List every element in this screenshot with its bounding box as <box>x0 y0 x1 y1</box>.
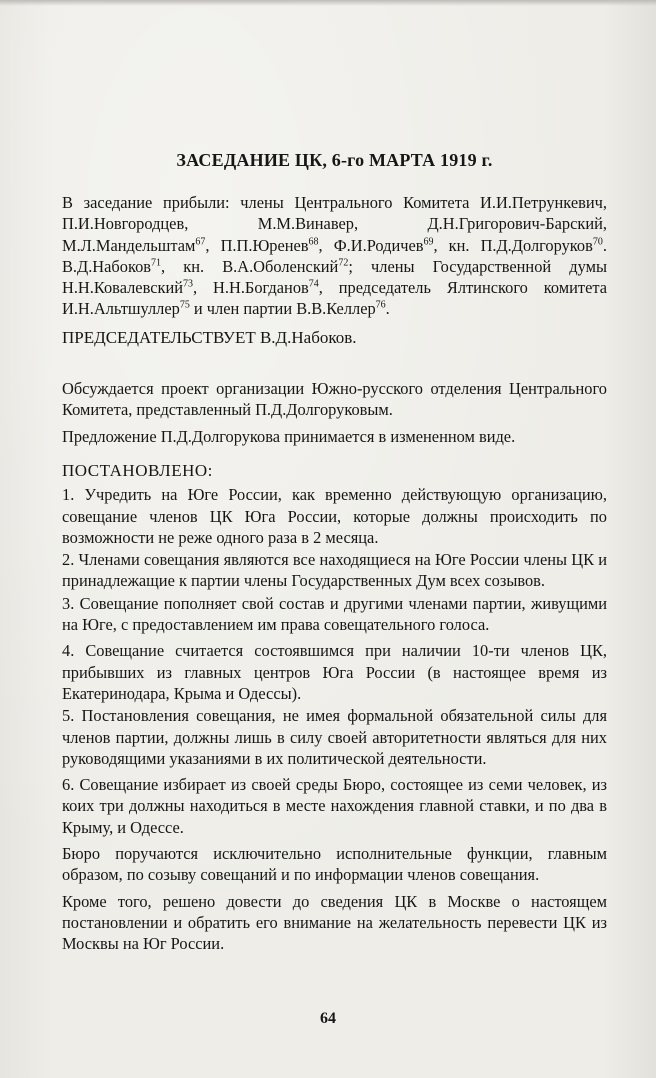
attendance-text: , Ф.И.Родичев <box>318 235 424 255</box>
attendance-text: . <box>385 299 390 319</box>
attendance-text: , П.П.Юренев <box>205 235 309 255</box>
footnote-ref: 76 <box>375 300 386 312</box>
footnote-ref: 74 <box>308 278 319 290</box>
attendance-text: В заседание прибыли: члены Центрального Комитета И.И.Петрункевич, П.И.Новгородцев, М.М.Винавер, Д.Н.Григорович-Барский, М.Л.Мандельштам <box>62 193 607 255</box>
discussion-paragraph: Обсуждается проект организации Южно-русского отделения Центрального Комитета, представленный П.Д.Долгоруковым. <box>62 379 607 420</box>
bureau-paragraph: Бюро поручаются исключительно исполнительные функции, главным образом, по созыву совещаний и по информации членов совещания. <box>62 844 607 885</box>
attendance-text: . В.Д.Набоков <box>62 235 607 276</box>
footnote-ref: 71 <box>151 257 162 269</box>
resolution-item: 3. Совещание пополняет свой состав и другими членами партии, живущими на Юге, с предоставлением им права совещательного голоса. <box>62 593 607 635</box>
attendance-text: и член партии В.В.Келлер <box>189 299 376 319</box>
resolution-item: 4. Совещание считается состоявшимся при наличии 10-ти членов ЦК, прибывших из главных центров Юга России (в настоящее время из Екатеринодара, Крыма и Одессы). <box>62 641 607 703</box>
page-edge-shadow <box>0 0 656 6</box>
page-title: ЗАСЕДАНИЕ ЦК, 6-го МАРТА 1919 г. <box>176 150 493 170</box>
closing-paragraph: Кроме того, решено довести до сведения ЦК в Москве о настоящем постановлении и обратить его внимание на желательность перевести ЦК из Москвы на Юг России. <box>62 891 607 954</box>
resolution-item: 6. Совещание избирает из своей среды Бюро, состоящее из семи человек, из коих три должны находиться в месте нахождения главной ставки, и по два в Крыму, и Одессе. <box>62 775 607 837</box>
attendance-text: , кн. П.Д.Долгоруков <box>433 235 593 255</box>
attendance-text: , председатель Ялтинского комитета И.Н.Альтшуллер <box>62 278 607 319</box>
attendance-text: ; члены Государственной думы Н.Н.Ковалевский <box>62 256 607 298</box>
resolution-item: 2. Членами совещания являются все находящиеся на Юге России члены ЦК и принадлежащие к партии члены Государственных Дум всех созывов. <box>62 550 607 591</box>
resolution-item: 1. Учредить на Юге России, как временно действующую организацию, совещание членов ЦК Юга России, которые должны происходить по возможности не реже одного раза в 2 месяца. <box>62 485 607 547</box>
footnote-ref: 70 <box>592 236 603 248</box>
page-number: 64 <box>320 1010 336 1027</box>
chair-line: ПРЕДСЕДАТЕЛЬСТВУЕТ В.Д.Набоков. <box>62 327 357 347</box>
footnote-ref: 72 <box>338 257 349 269</box>
attendance-paragraph <box>62 192 607 320</box>
attendance-text: , Н.Н.Богданов <box>193 278 309 298</box>
footnote-ref: 68 <box>308 236 319 248</box>
footnote-ref: 75 <box>179 300 190 312</box>
resolved-heading: ПОСТАНОВЛЕНО: <box>62 460 213 480</box>
footnote-ref: 73 <box>183 278 194 290</box>
proposal-paragraph: Предложение П.Д.Долгорукова принимается в измененном виде. <box>62 426 516 446</box>
footnote-ref: 67 <box>195 236 206 248</box>
resolution-item: 5. Постановления совещания, не имея формальной обязательной силы для членов партии, должны лишь в силу своей авторитетности являться для них руководящими указаниями в их политической деятельности. <box>62 706 607 768</box>
document-body <box>62 150 607 955</box>
attendance-text: , кн. В.А.Оболенский <box>161 256 339 276</box>
footnote-ref: 69 <box>423 236 434 248</box>
